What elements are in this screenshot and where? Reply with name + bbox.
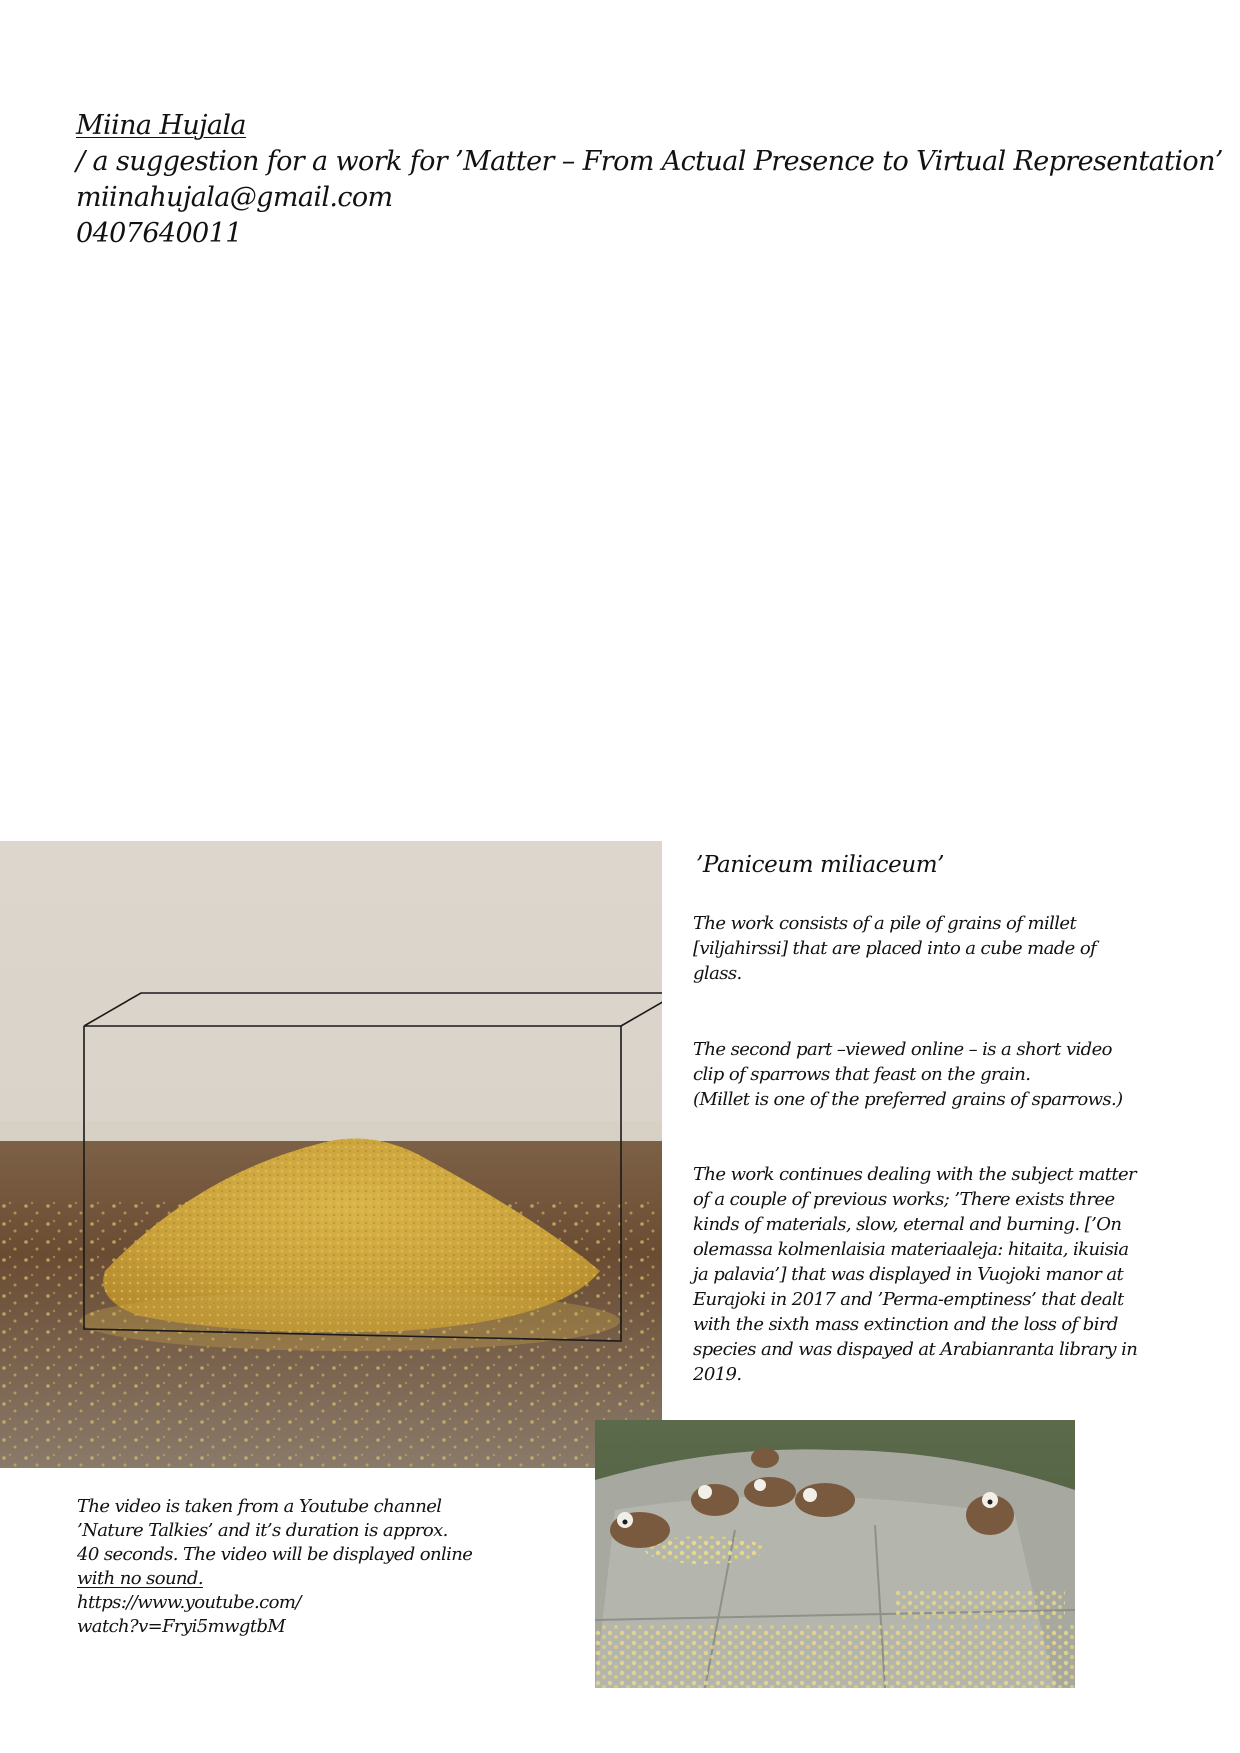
text-line: The second part –viewed online – is a short video xyxy=(693,1039,1112,1060)
text-line: ’Nature Talkies’ and it’s duration is approx. xyxy=(77,1520,448,1541)
text-line: [viljahirssi] that are placed into a cube made of xyxy=(693,938,1097,959)
text-line: with the sixth mass extinction and the loss of bird xyxy=(693,1314,1118,1335)
text-line: The video is taken from a Youtube channel xyxy=(77,1496,442,1517)
text-line: The work continues dealing with the subject matter xyxy=(693,1164,1137,1185)
author-phone: 0407640011 xyxy=(76,218,242,249)
text-line: of a couple of previous works; ’There exists three xyxy=(693,1189,1115,1210)
text-line: kinds of materials, slow, eternal and burning. [’On xyxy=(693,1214,1122,1235)
work-description-paragraph xyxy=(693,911,1133,986)
text-line: 2019. xyxy=(693,1364,742,1385)
previous-works-paragraph xyxy=(693,1162,1138,1387)
video-url-line[interactable]: https://www.youtube.com/ xyxy=(77,1592,301,1613)
author-name: Miina Hujala xyxy=(76,110,246,141)
text-line: (Millet is one of the preferred grains of sparrows.) xyxy=(693,1089,1123,1110)
text-line: species and was dispayed at Arabianranta library in xyxy=(693,1339,1138,1360)
work-title: ’Paniceum miliaceum’ xyxy=(696,852,945,878)
sparrows-video-still xyxy=(595,1420,1075,1688)
author-email: miinahujala@gmail.com xyxy=(76,182,393,213)
proposal-subtitle: / a suggestion for a work for ’Matter – From Actual Presence to Virtual Representation’ xyxy=(76,146,1223,177)
text-line: olemassa kolmenlaisia materiaaleja: hitaita, ikuisia xyxy=(693,1239,1129,1260)
text-line: glass. xyxy=(693,963,742,984)
millet-pile-photo xyxy=(0,841,662,1468)
text-line: Eurajoki in 2017 and ’Perma-emptiness’ that dealt xyxy=(693,1289,1124,1310)
text-line: The work consists of a pile of grains of millet xyxy=(693,913,1077,934)
no-sound-note: with no sound. xyxy=(77,1568,203,1589)
video-part-paragraph xyxy=(693,1037,1133,1112)
text-line: clip of sparrows that feast on the grain. xyxy=(693,1064,1031,1085)
header xyxy=(76,108,1223,252)
video-url-line[interactable]: watch?v=Fryi5mwgtbM xyxy=(77,1616,286,1637)
text-line: ja palavia’] that was displayed in Vuojoki manor at xyxy=(693,1264,1124,1285)
text-line: 40 seconds. The video will be displayed online xyxy=(77,1544,473,1565)
video-note xyxy=(77,1495,497,1639)
